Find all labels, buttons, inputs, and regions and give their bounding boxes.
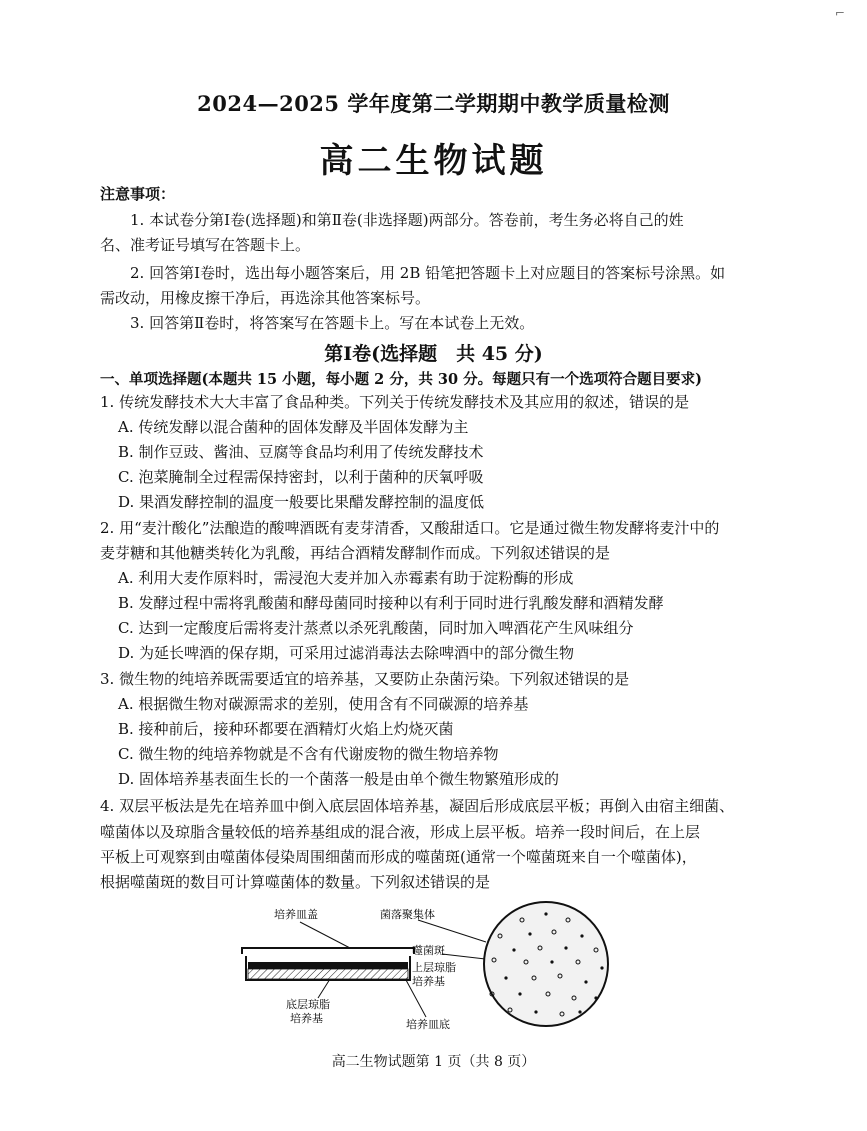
question-stem: 根据噬菌斑的数目可计算噬菌体的数量。下列叙述错误的是 — [100, 873, 491, 891]
question-option: A. 利用大麦作原料时，需浸泡大麦并加入赤霉素有助于淀粉酶的形成 — [118, 569, 574, 587]
question-option: B. 发酵过程中需将乳酸菌和酵母菌同时接种以有利于同时进行乳酸发酵和酒精发酵 — [118, 594, 664, 612]
plate-top-view — [484, 902, 608, 1026]
label-bottom-agar: 底层琼脂 — [286, 998, 330, 1011]
label-dish-lid: 培养皿盖 — [274, 908, 318, 921]
exam-main-title: 高二生物试题 — [319, 141, 548, 181]
question-option: A. 传统发酵以混合菌种的固体发酵及半固体发酵为主 — [118, 418, 469, 436]
question-option: C. 达到一定酸度后需将麦汁蒸煮以杀死乳酸菌，同时加入啤酒花产生风味组分 — [118, 619, 634, 637]
part-heading: 一、单项选择题(本题共 15 小题，每小题 2 分，共 30 分。每题只有一个选项符合题目要求) — [100, 371, 702, 388]
question-option: D. 固体培养基表面生长的一个菌落一般是由单个微生物繁殖形成的 — [118, 770, 560, 788]
question-stem: 噬菌体以及琼脂含量较低的培养基组成的混合液，形成上层平板。培养一段时间后，在上层 — [100, 823, 701, 841]
label-upper-agar-medium: 培养基 — [412, 975, 445, 988]
notes-line: 名、准考证号填写在答题卡上。 — [100, 236, 311, 254]
section-title: 第Ⅰ卷(选择题 共 45 分) — [324, 343, 543, 365]
notes-line: 需改动，用橡皮擦干净后，再选涂其他答案标号。 — [100, 289, 431, 307]
question-stem: 麦芽糖和其他糖类转化为乳酸，再结合酒精发酵制作而成。下列叙述错误的是 — [100, 544, 611, 562]
question-stem: 2. 用“麦汁酸化”法酿造的酸啤酒既有麦芽清香，又酸甜适口。它是通过微生物发酵将麦汁中的 — [100, 519, 720, 537]
notes-line: 1. 本试卷分第Ⅰ卷(选择题)和第Ⅱ卷(非选择题)两部分。答卷前，考生务必将自己的姓 — [130, 211, 684, 229]
notes-line: 2. 回答第Ⅰ卷时，选出每小题答案后，用 2B 铅笔把答题卡上对应题目的答案标号涂黑。如 — [130, 264, 726, 282]
page-footer: 高二生物试题第 1 页（共 8 页） — [331, 1054, 536, 1070]
label-colony-cluster: 菌落聚集体 — [380, 908, 435, 921]
exam-header-title: 2024—2025 学年度第二学期期中教学质量检测 — [197, 91, 670, 116]
upper-agar-layer — [248, 962, 408, 969]
question-option: C. 泡菜腌制全过程需保持密封，以利于菌种的厌氧呼吸 — [118, 468, 484, 486]
bottom-agar-layer — [248, 969, 408, 979]
notes-heading: 注意事项： — [100, 185, 176, 203]
dish-cross-section — [242, 948, 414, 980]
question-stem: 3. 微生物的纯培养既需要适宜的培养基，又要防止杂菌污染。下列叙述错误的是 — [100, 670, 630, 688]
label-bottom-agar-medium: 培养基 — [290, 1012, 323, 1025]
question-stem: 1. 传统发酵技术大大丰富了食品种类。下列关于传统发酵技术及其应用的叙述，错误的是 — [100, 393, 690, 411]
label-upper-agar: 上层琼脂 — [412, 961, 456, 974]
question-stem: 4. 双层平板法是先在培养皿中倒入底层固体培养基，凝固后形成底层平板；再倒入由宿主细菌、 — [100, 797, 735, 815]
question-option: A. 根据微生物对碳源需求的差别，使用含有不同碳源的培养基 — [118, 695, 529, 713]
corner-mark: ⌐ — [834, 6, 845, 20]
question-option: B. 制作豆豉、酱油、豆腐等食品均利用了传统发酵技术 — [118, 443, 484, 461]
label-plaque: 噬菌斑 — [412, 944, 445, 957]
question-option: D. 果酒发酵控制的温度一般要比果醋发酵控制的温度低 — [118, 493, 485, 511]
question-option: B. 接种前后，接种环都要在酒精灯火焰上灼烧灭菌 — [118, 720, 454, 738]
question-option: C. 微生物的纯培养物就是不含有代谢废物的微生物培养物 — [118, 745, 499, 763]
notes-line: 3. 回答第Ⅱ卷时，将答案写在答题卡上。写在本试卷上无效。 — [130, 314, 535, 332]
dish-lid-shape — [242, 948, 414, 954]
label-dish-bottom: 培养皿底 — [406, 1018, 450, 1031]
plate-outline — [484, 902, 608, 1026]
question-stem: 平板上可观察到由噬菌体侵染周围细菌而形成的噬菌斑(通常一个噬菌斑来自一个噬菌体)， — [100, 848, 697, 866]
question-option: D. 为延长啤酒的保存期，可采用过滤消毒法去除啤酒中的部分微生物 — [118, 644, 575, 662]
double-layer-plate-figure — [230, 900, 630, 1040]
